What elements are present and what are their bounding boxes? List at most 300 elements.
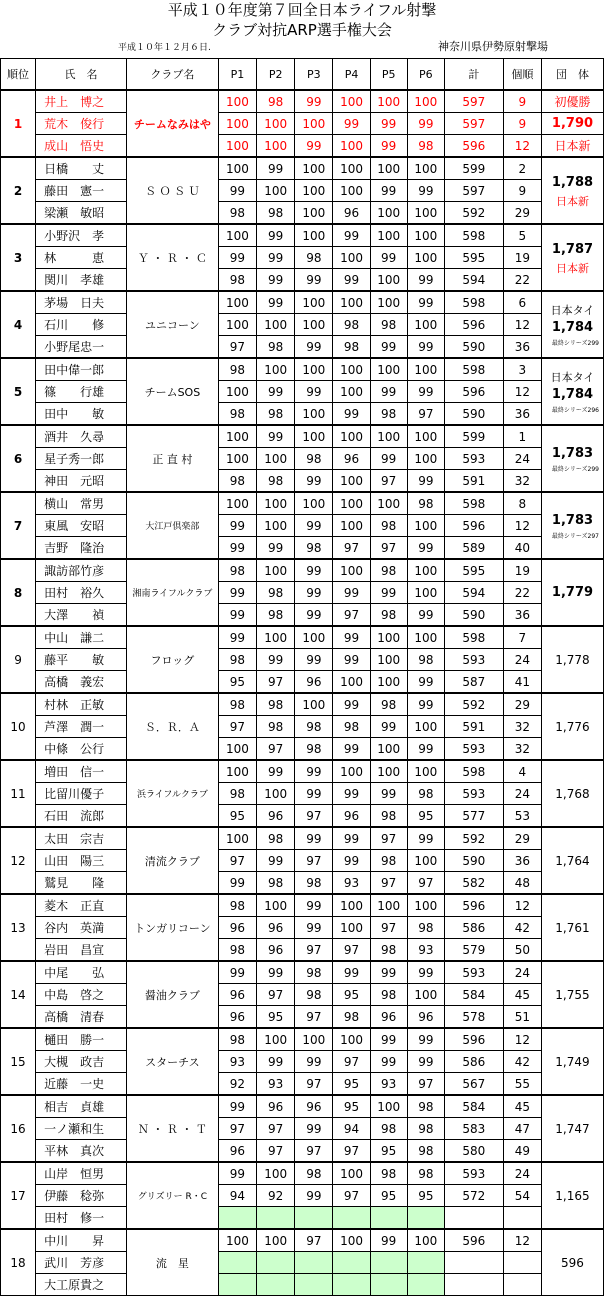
series-score-p3 — [295, 1274, 333, 1296]
total-score: 598 — [444, 224, 503, 247]
series-score-p6: 100 — [407, 626, 444, 649]
series-score-p1: 100 — [218, 827, 256, 850]
individual-rank: 53 — [503, 805, 541, 828]
series-score-p1: 100 — [218, 425, 256, 448]
individual-rank: 29 — [503, 202, 541, 225]
series-score-p1: 96 — [218, 984, 256, 1006]
series-score-p6: 100 — [407, 582, 444, 604]
series-score-p2: 98 — [257, 582, 295, 604]
table-row — [1, 247, 604, 269]
series-score-p4: 99 — [333, 626, 370, 649]
team-result-cell — [541, 827, 603, 894]
series-score-p3: 97 — [295, 1006, 333, 1029]
series-score-p3: 99 — [295, 90, 333, 113]
total-score: 596 — [444, 1028, 503, 1051]
individual-rank: 12 — [503, 135, 541, 158]
series-score-p3: 99 — [295, 894, 333, 917]
club-name: 清流クラブ — [126, 827, 218, 894]
series-score-p6: 97 — [407, 1073, 444, 1096]
team-total: 1,784 — [551, 387, 594, 402]
series-score-p3: 100 — [295, 626, 333, 649]
table-row — [1, 1274, 604, 1296]
series-score-p4: 100 — [333, 381, 370, 403]
series-score-p2: 100 — [257, 559, 295, 582]
club-name: Ｙ ・ Ｒ ・ Ｃ — [126, 224, 218, 291]
series-score-p6: 98 — [407, 492, 444, 515]
series-score-p6: 100 — [407, 358, 444, 381]
table-row — [1, 1185, 604, 1207]
table-row — [1, 381, 604, 403]
series-score-p3: 98 — [295, 984, 333, 1006]
series-score-p3: 99 — [295, 336, 333, 359]
series-score-p4: 99 — [333, 827, 370, 850]
individual-rank: 32 — [503, 716, 541, 738]
total-score: 594 — [444, 269, 503, 292]
total-score: 587 — [444, 671, 503, 694]
total-score: 596 — [444, 135, 503, 158]
series-score-p1: 100 — [218, 113, 256, 135]
table-row — [1, 582, 604, 604]
individual-rank: 48 — [503, 872, 541, 895]
table-row — [1, 760, 604, 783]
series-score-p4: 100 — [333, 358, 370, 381]
title-line-2: クラブ対抗ARP選手権大会 — [212, 21, 392, 39]
rank-cell: 16 — [1, 1095, 36, 1162]
series-score-p3: 99 — [295, 559, 333, 582]
club-name: 正 直 村 — [126, 425, 218, 492]
series-score-p1 — [218, 1252, 256, 1274]
series-score-p2: 99 — [257, 269, 295, 292]
series-score-p2: 98 — [257, 336, 295, 359]
individual-rank: 45 — [503, 1095, 541, 1118]
team-result-cell — [541, 626, 603, 693]
team-total: 1,783 — [551, 513, 594, 528]
total-score: 593 — [444, 783, 503, 805]
series-score-p5: 99 — [370, 716, 407, 738]
table-row — [1, 113, 604, 135]
series-score-p2 — [257, 1274, 295, 1296]
team-result-cell — [541, 1095, 603, 1162]
series-score-p6: 100 — [407, 448, 444, 470]
shooter-name: 田村 修一 — [36, 1207, 127, 1230]
individual-rank: 36 — [503, 403, 541, 426]
table-row — [1, 738, 604, 761]
series-score-p1: 98 — [218, 649, 256, 671]
shooter-name: 山田 陽三 — [36, 850, 127, 872]
series-score-p3: 98 — [295, 961, 333, 984]
series-score-p1: 99 — [218, 1162, 256, 1185]
series-score-p6 — [407, 1252, 444, 1274]
team-total: 1,787 — [551, 241, 594, 257]
individual-rank: 5 — [503, 224, 541, 247]
series-score-p3: 98 — [295, 872, 333, 895]
series-score-p4: 99 — [333, 224, 370, 247]
series-score-p6: 100 — [407, 1229, 444, 1252]
shooter-name: 関川 孝雄 — [36, 269, 127, 292]
table-row — [1, 626, 604, 649]
series-score-p5: 99 — [370, 1051, 407, 1073]
club-name: Ｓ Ｏ Ｓ Ｕ — [126, 157, 218, 224]
series-score-p3: 99 — [295, 604, 333, 627]
event-date: 平成１０年１２月６日. — [118, 43, 211, 53]
series-score-p4: 100 — [333, 492, 370, 515]
total-score: 584 — [444, 984, 503, 1006]
series-score-p6: 100 — [407, 984, 444, 1006]
table-row — [1, 894, 604, 917]
series-score-p1: 100 — [218, 135, 256, 158]
shooter-name: 藤田 憲一 — [36, 180, 127, 202]
table-row — [1, 939, 604, 962]
series-score-p3: 98 — [295, 247, 333, 269]
series-score-p2: 97 — [257, 1118, 295, 1140]
series-score-p4: 97 — [333, 939, 370, 962]
team-total: 1,755 — [555, 987, 590, 1002]
shooter-name: 山岸 恒男 — [36, 1162, 127, 1185]
series-score-p5: 98 — [370, 1162, 407, 1185]
individual-rank: 42 — [503, 917, 541, 939]
series-score-p1: 98 — [218, 470, 256, 493]
series-score-p2: 98 — [257, 90, 295, 113]
series-score-p4: 99 — [333, 783, 370, 805]
individual-rank: 9 — [503, 90, 541, 113]
column-header: P6 — [407, 59, 444, 91]
team-total: 1,747 — [555, 1121, 590, 1136]
team-note-bottom: 日本新 — [555, 194, 589, 208]
table-row — [1, 90, 604, 113]
series-score-p4: 100 — [333, 247, 370, 269]
shooter-name: 神田 元昭 — [36, 470, 127, 493]
series-score-p4: 96 — [333, 202, 370, 225]
team-result-cell — [541, 492, 603, 559]
series-score-p5: 97 — [370, 537, 407, 560]
club-name: スターチス — [126, 1028, 218, 1095]
table-row — [1, 1006, 604, 1029]
shooter-name: 伊藤 稔弥 — [36, 1185, 127, 1207]
team-note-bottom: 最終シリーズ299 — [551, 340, 599, 347]
series-score-p3: 100 — [295, 492, 333, 515]
individual-rank: 51 — [503, 1006, 541, 1029]
series-score-p2: 96 — [257, 805, 295, 828]
series-score-p6: 99 — [407, 1028, 444, 1051]
rank-cell: 7 — [1, 492, 36, 559]
series-score-p2: 98 — [257, 872, 295, 895]
shooter-name: 中山 謙二 — [36, 626, 127, 649]
shooter-name: 太田 宗吉 — [36, 827, 127, 850]
series-score-p5: 100 — [370, 157, 407, 180]
series-score-p5: 99 — [370, 1028, 407, 1051]
series-score-p5: 97 — [370, 470, 407, 493]
series-score-p1: 100 — [218, 224, 256, 247]
series-score-p6: 99 — [407, 1051, 444, 1073]
series-score-p3: 100 — [295, 358, 333, 381]
series-score-p4: 99 — [333, 693, 370, 716]
series-score-p2: 100 — [257, 626, 295, 649]
shooter-name: 藤平 敏 — [36, 649, 127, 671]
team-total: 1,761 — [555, 920, 590, 935]
individual-rank: 49 — [503, 1140, 541, 1163]
total-score: 598 — [444, 760, 503, 783]
table-row — [1, 1028, 604, 1051]
table-row — [1, 1229, 604, 1252]
individual-rank: 29 — [503, 827, 541, 850]
individual-rank: 19 — [503, 247, 541, 269]
total-score: 578 — [444, 1006, 503, 1029]
series-score-p2: 100 — [257, 448, 295, 470]
series-score-p6: 99 — [407, 537, 444, 560]
series-score-p3: 100 — [295, 202, 333, 225]
series-score-p1: 94 — [218, 1185, 256, 1207]
series-score-p5: 98 — [370, 805, 407, 828]
table-row — [1, 269, 604, 292]
series-score-p6: 100 — [407, 90, 444, 113]
shooter-name: 田中 敏 — [36, 403, 127, 426]
team-total: 1,749 — [555, 1054, 590, 1069]
series-score-p4: 100 — [333, 135, 370, 158]
series-score-p5: 98 — [370, 403, 407, 426]
series-score-p2: 99 — [257, 247, 295, 269]
individual-rank: 24 — [503, 783, 541, 805]
team-result-cell — [541, 961, 603, 1028]
shooter-name: 中尾 弘 — [36, 961, 127, 984]
individual-rank: 24 — [503, 448, 541, 470]
series-score-p6 — [407, 1207, 444, 1230]
series-score-p4: 99 — [333, 961, 370, 984]
series-score-p5: 98 — [370, 604, 407, 627]
series-score-p6: 99 — [407, 738, 444, 761]
individual-rank: 22 — [503, 269, 541, 292]
series-score-p1: 99 — [218, 626, 256, 649]
total-score: 583 — [444, 1118, 503, 1140]
series-score-p1: 96 — [218, 917, 256, 939]
series-score-p3: 98 — [295, 1162, 333, 1185]
series-score-p5: 100 — [370, 358, 407, 381]
series-score-p3: 100 — [295, 425, 333, 448]
series-score-p5: 100 — [370, 671, 407, 694]
shooter-name: 増田 信一 — [36, 760, 127, 783]
club-name: ユニコーン — [126, 291, 218, 358]
table-row — [1, 425, 604, 448]
series-score-p6: 100 — [407, 157, 444, 180]
rank-cell: 8 — [1, 559, 36, 626]
series-score-p6: 99 — [407, 336, 444, 359]
team-result-cell — [541, 425, 603, 492]
total-score: 595 — [444, 247, 503, 269]
series-score-p6: 98 — [407, 649, 444, 671]
series-score-p6: 100 — [407, 760, 444, 783]
club-name: Ｓ．Ｒ．Ａ — [126, 693, 218, 760]
series-score-p4: 98 — [333, 314, 370, 336]
club-name: チームSOS — [126, 358, 218, 425]
series-score-p1: 99 — [218, 180, 256, 202]
series-score-p5: 98 — [370, 314, 407, 336]
series-score-p4: 96 — [333, 805, 370, 828]
individual-rank: 55 — [503, 1073, 541, 1096]
total-score: 593 — [444, 738, 503, 761]
team-result-cell: 1,790 — [541, 113, 603, 135]
series-score-p1: 100 — [218, 314, 256, 336]
shooter-name: 高橋 義宏 — [36, 671, 127, 694]
series-score-p1: 97 — [218, 1118, 256, 1140]
individual-rank: 54 — [503, 1185, 541, 1207]
series-score-p3: 96 — [295, 671, 333, 694]
team-note-bottom: 最終シリーズ297 — [551, 533, 599, 540]
series-score-p5: 100 — [370, 1095, 407, 1118]
table-row — [1, 470, 604, 493]
rank-cell: 12 — [1, 827, 36, 894]
shooter-name: 岩田 昌宣 — [36, 939, 127, 962]
series-score-p2: 97 — [257, 738, 295, 761]
series-score-p4: 100 — [333, 917, 370, 939]
series-score-p6: 99 — [407, 269, 444, 292]
series-score-p2: 97 — [257, 671, 295, 694]
total-score: 597 — [444, 180, 503, 202]
series-score-p4: 97 — [333, 604, 370, 627]
series-score-p6: 99 — [407, 291, 444, 314]
shooter-name: 中島 啓之 — [36, 984, 127, 1006]
individual-rank — [503, 1274, 541, 1296]
total-score: 593 — [444, 649, 503, 671]
table-row — [1, 358, 604, 381]
header-row — [1, 59, 604, 91]
shooter-name: 相吉 貞雄 — [36, 1095, 127, 1118]
series-score-p5: 98 — [370, 515, 407, 537]
total-score: 590 — [444, 850, 503, 872]
series-score-p4: 99 — [333, 269, 370, 292]
total-score: 593 — [444, 448, 503, 470]
series-score-p4: 100 — [333, 291, 370, 314]
team-result-cell — [541, 1028, 603, 1095]
series-score-p2: 96 — [257, 917, 295, 939]
shooter-name: 大澤 禎 — [36, 604, 127, 627]
series-score-p3: 99 — [295, 582, 333, 604]
table-row — [1, 961, 604, 984]
shooter-name: 大槻 政吉 — [36, 1051, 127, 1073]
total-score: 579 — [444, 939, 503, 962]
individual-rank: 8 — [503, 492, 541, 515]
table-row — [1, 693, 604, 716]
team-total: 1,165 — [555, 1188, 590, 1203]
series-score-p6: 99 — [407, 470, 444, 493]
series-score-p4 — [333, 1252, 370, 1274]
total-score: 591 — [444, 470, 503, 493]
team-note-bottom: 日本新 — [555, 261, 589, 275]
individual-rank: 45 — [503, 984, 541, 1006]
series-score-p4: 95 — [333, 984, 370, 1006]
series-score-p2 — [257, 1252, 295, 1274]
total-score: 599 — [444, 425, 503, 448]
series-score-p5: 99 — [370, 783, 407, 805]
series-score-p6: 99 — [407, 113, 444, 135]
rank-cell: 2 — [1, 157, 36, 224]
series-score-p1: 100 — [218, 291, 256, 314]
series-score-p1: 98 — [218, 202, 256, 225]
column-header: 計 — [444, 59, 503, 91]
series-score-p4: 97 — [333, 1185, 370, 1207]
individual-rank: 19 — [503, 559, 541, 582]
total-score: 582 — [444, 872, 503, 895]
rank-cell: 9 — [1, 626, 36, 693]
series-score-p4: 100 — [333, 760, 370, 783]
series-score-p2: 95 — [257, 1006, 295, 1029]
table-row — [1, 1118, 604, 1140]
rank-cell: 1 — [1, 90, 36, 157]
individual-rank: 12 — [503, 314, 541, 336]
total-score: 596 — [444, 515, 503, 537]
team-note-top: 日本タイ — [550, 371, 595, 384]
rank-cell: 10 — [1, 693, 36, 760]
shooter-name: 田中偉一郎 — [36, 358, 127, 381]
total-score: 592 — [444, 693, 503, 716]
club-name: フロッグ — [126, 626, 218, 693]
series-score-p5 — [370, 1274, 407, 1296]
series-score-p3: 99 — [295, 760, 333, 783]
table-row — [1, 291, 604, 314]
individual-rank: 36 — [503, 604, 541, 627]
total-score: 590 — [444, 403, 503, 426]
series-score-p6: 100 — [407, 247, 444, 269]
table-row — [1, 492, 604, 515]
individual-rank: 36 — [503, 850, 541, 872]
series-score-p1: 96 — [218, 1140, 256, 1163]
series-score-p3: 99 — [295, 269, 333, 292]
series-score-p1: 99 — [218, 961, 256, 984]
shooter-name: 横山 常男 — [36, 492, 127, 515]
team-note-bottom: 最終シリーズ299 — [551, 466, 599, 473]
series-score-p3: 100 — [295, 314, 333, 336]
series-score-p6: 97 — [407, 403, 444, 426]
series-score-p5: 99 — [370, 113, 407, 135]
series-score-p1: 98 — [218, 939, 256, 962]
total-score: 591 — [444, 716, 503, 738]
shooter-name: 林 恵 — [36, 247, 127, 269]
individual-rank — [503, 1252, 541, 1274]
series-score-p3: 99 — [295, 1051, 333, 1073]
series-score-p6: 98 — [407, 1162, 444, 1185]
series-score-p1: 100 — [218, 738, 256, 761]
table-row — [1, 917, 604, 939]
series-score-p2: 99 — [257, 157, 295, 180]
series-score-p6: 100 — [407, 202, 444, 225]
total-score: 593 — [444, 1162, 503, 1185]
individual-rank: 12 — [503, 515, 541, 537]
series-score-p2: 99 — [257, 760, 295, 783]
column-header: 団 体 — [541, 59, 603, 91]
series-score-p3: 96 — [295, 1095, 333, 1118]
series-score-p5: 99 — [370, 135, 407, 158]
series-score-p5: 99 — [370, 180, 407, 202]
total-score: 572 — [444, 1185, 503, 1207]
series-score-p4: 100 — [333, 90, 370, 113]
table-row — [1, 1252, 604, 1274]
total-score: 590 — [444, 336, 503, 359]
series-score-p3: 97 — [295, 939, 333, 962]
individual-rank: 40 — [503, 537, 541, 560]
series-score-p1: 100 — [218, 760, 256, 783]
series-score-p5: 98 — [370, 850, 407, 872]
series-score-p6: 96 — [407, 1006, 444, 1029]
rank-cell: 11 — [1, 760, 36, 827]
rank-cell: 13 — [1, 894, 36, 961]
shooter-name: 高橋 清春 — [36, 1006, 127, 1029]
team-result-cell — [541, 559, 603, 626]
series-score-p6: 100 — [407, 515, 444, 537]
rank-cell: 4 — [1, 291, 36, 358]
column-header: 氏 名 — [36, 59, 127, 91]
series-score-p4 — [333, 1207, 370, 1230]
table-row — [1, 827, 604, 850]
individual-rank: 24 — [503, 1162, 541, 1185]
total-score: 596 — [444, 1229, 503, 1252]
